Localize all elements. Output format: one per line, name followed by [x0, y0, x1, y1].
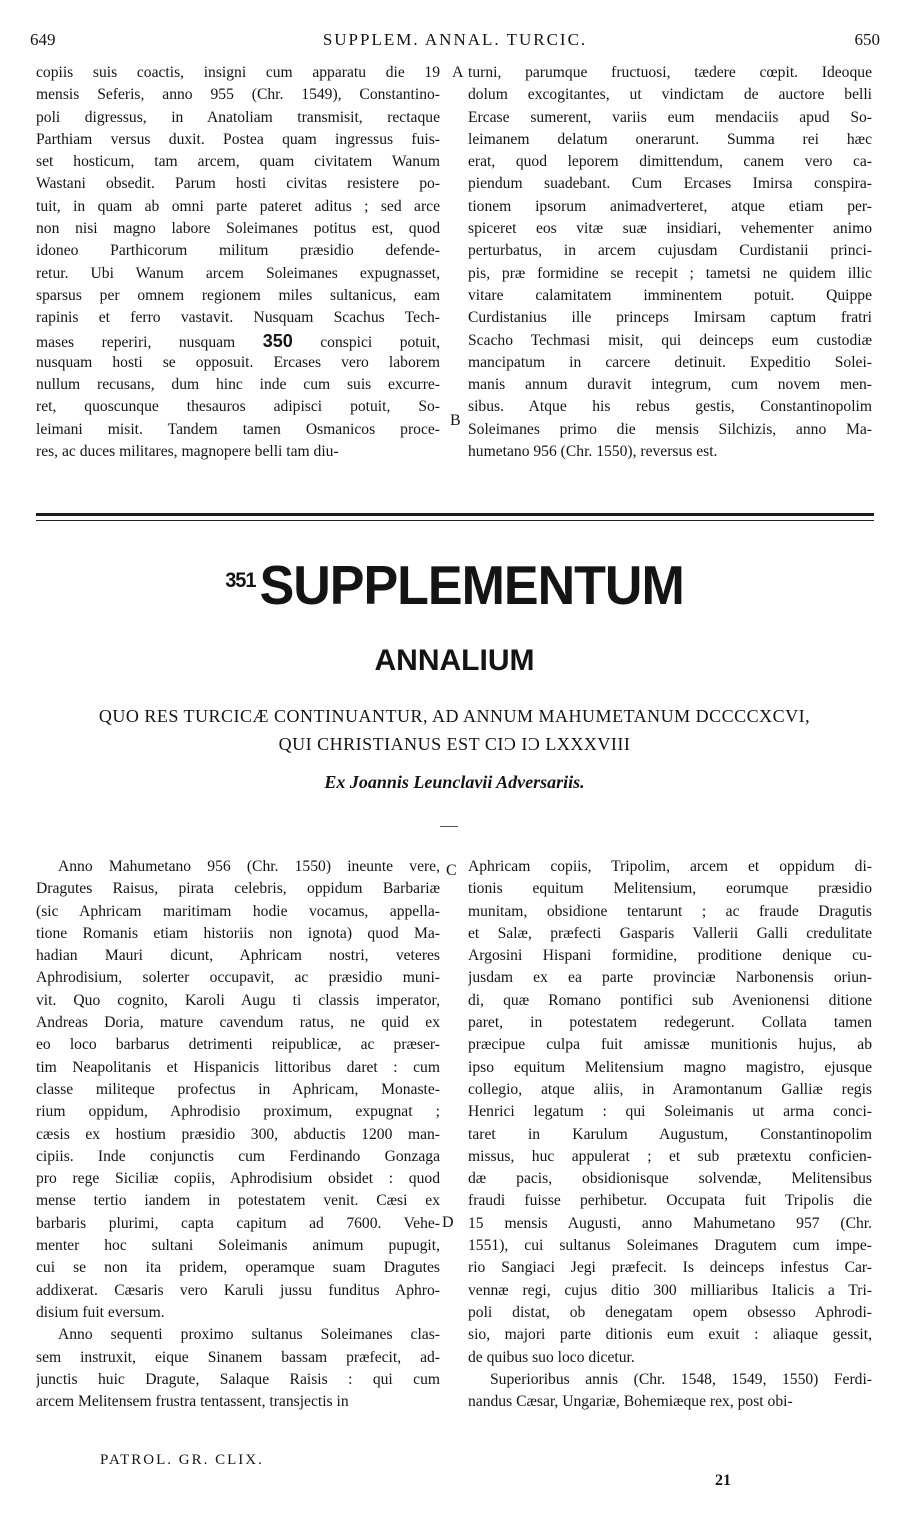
- text-line: tionis equitum Melitensium, eorumque præsidio: [468, 880, 872, 898]
- margin-letter-a: A: [452, 64, 464, 81]
- text-line: res, ac duces militares, magnopere belli tam diu-: [36, 443, 339, 461]
- text-line: rium oppidum, Aphrodisio proximum, expugnat ;: [36, 1103, 440, 1121]
- text-line: (sic Aphricam maritimam hodie vocamus, appella-: [36, 902, 440, 920]
- section-rule-thick: [36, 513, 874, 516]
- text-line: leimanem delatum onerarunt. Summa rei hæc: [468, 130, 872, 148]
- text-line: rio Sangiaci Jegi præfecit. Is deinceps infestus Car-: [468, 1259, 872, 1277]
- title-text: SUPPLEMENTUM: [259, 555, 684, 617]
- text-line: Dragutes Raisus, pirata celebris, oppidum Barbariæ: [36, 880, 440, 898]
- text-line: Aphricam copiis, Tripolim, arcem et oppidum di-: [468, 858, 872, 875]
- text-line: nandus Cæsar, Ungariæ, Bohemiæque rex, post obi-: [468, 1393, 793, 1411]
- text-line: spiceret eos vitæ suæ insidiari, vehementer animo: [468, 220, 872, 238]
- text-line: tionem ipsorum animadverteret, atque etiam per-: [468, 197, 872, 215]
- text-line: Superioribus annis (Chr. 1548, 1549, 1550) Ferdi-: [490, 1370, 872, 1388]
- text-line: Soleimanes primo die mensis Silchizis, anno Ma-: [468, 420, 872, 438]
- text-line: Scacho Techmasi misit, qui deinceps eum custodiæ: [468, 331, 872, 349]
- text-line: disium fuit eversum.: [36, 1303, 165, 1321]
- text-line: Aphrodisium, solerter occupavit, ac præsidio muni-: [36, 969, 440, 987]
- text-line: Argosini Hispani formidine, proditione denique cu-: [468, 947, 872, 965]
- text-line: turni, parumque fructuosi, tædere cœpit. Ideoque: [468, 64, 872, 81]
- main-title: [0, 555, 909, 618]
- text-line: menter hoc sultani Soleimanis animum pupugit,: [36, 1237, 440, 1255]
- text-line: missus, huc appulerat ; et sub prætextu conficien-: [468, 1147, 872, 1165]
- text-line: sem instruxit, eique Sinanem bassam præfecit, ad-: [36, 1348, 440, 1366]
- text-line: sio, majori parte ditionis eum exuit : aliaque gessit,: [468, 1326, 872, 1344]
- text-line: munitam, obsidione tentarunt ; ac fraude Dragutis: [468, 902, 872, 920]
- text-line: piendum suadebant. Cum Ercases Imirsa conspira-: [468, 175, 872, 193]
- text-line: collegio, atque aliis, in Aramontanum Galliæ regis: [468, 1080, 872, 1098]
- text-line: idoneo Parthicorum militum præsidio defende-: [36, 242, 440, 260]
- top-right-column: [468, 62, 872, 463]
- text-line: de quibus suo loco dicetur.: [468, 1348, 635, 1366]
- lower-left-column: [36, 856, 440, 1413]
- page-header: [30, 30, 880, 56]
- text-line: barbaris plurimi, capta capitum ad 7600. Vehe-: [36, 1214, 440, 1232]
- page-number-right: 650: [854, 30, 880, 49]
- text-line: sparsus per omnem regionem miles sultanicus, eam: [36, 286, 440, 304]
- text-line: mensis Seferis, anno 955 (Chr. 1549), Constantino-: [36, 86, 440, 104]
- text-line: non nisi magno labore Soleimanes potitus est, quod: [36, 220, 440, 238]
- text-line: leimani misit. Tandem tamen Osmanicos proce-: [36, 420, 440, 438]
- text-line: poli distat, ob denegatam opem obsesso Aphrodi-: [468, 1303, 872, 1321]
- text-line: jusdam ex ea parte provinciæ Narbonensis oriun-: [468, 969, 872, 987]
- text-line: taret in Karulum Augustum, Constantinopolim: [468, 1125, 872, 1143]
- quo-line-1: QUO RES TURCICÆ CONTINUANTUR, AD ANNUM MAHUMETANUM DCCCCXCVI,: [98, 706, 811, 726]
- text-line: hadian Mauri dicunt, Aphricam nostri, veteres: [36, 947, 440, 965]
- text-line: paret, in potestatem redegerunt. Collata tamen: [468, 1014, 872, 1032]
- lower-right-column: [468, 856, 872, 1413]
- page-number-left: 649: [30, 30, 56, 49]
- text-line: classe militeque profectus in Aphricam, Monaste-: [36, 1080, 440, 1098]
- text-line: sibus. Atque his rebus gestis, Constantinopolim: [468, 398, 872, 416]
- text-line: tione Romanis etiam historiis non ignota) quod Ma-: [36, 924, 440, 942]
- text-line: et Salæ, præfecti Gasparis Vallerii Galli credulitate: [468, 924, 872, 942]
- footer-signature: PATROL. GR. CLIX.: [100, 1452, 264, 1468]
- text-line: Wastani obsedit. Parum hosti civitas resistere po-: [36, 175, 440, 193]
- text-line: vit. Quo cognito, Karoli Augu ti classis imperator,: [36, 991, 440, 1009]
- margin-letter-b: B: [450, 412, 461, 429]
- text-line: 15 mensis Augusti, anno Mahumetano 957 (Chr.: [468, 1214, 872, 1232]
- text-line: manis annum duravit integrum, cum novem men-: [468, 376, 872, 394]
- text-line: ipso equitum Melitensium magno magistro, ejusque: [468, 1058, 872, 1076]
- line-text: mases reperiri, nusquam: [36, 333, 236, 351]
- quo-line-2: QUI CHRISTIANUS EST CIϽ IϽ LXXXVIII: [278, 734, 631, 754]
- text-line: 1551), cui sultanus Soleimanes Dragutem cum impe-: [468, 1237, 872, 1255]
- text-line: tuit, in quam ab omni parte pateret aditus ; sed arce: [36, 197, 440, 215]
- text-line: Henrici legatum : qui Soleimanis ut arma conci-: [468, 1103, 872, 1121]
- top-left-column: [36, 62, 440, 463]
- text-line: poli digressus, in Anatoliam transmisit, rectaque: [36, 108, 440, 126]
- text-line: Ercase sumerent, variis eum mendaciis apud So-: [468, 108, 872, 126]
- column-marker: 350: [262, 330, 293, 351]
- text-line: copiis suis coactis, insigni cum apparatu die 19: [36, 64, 440, 81]
- text-line: vennæ regi, cujus ditio 300 milliaribus Italicis a Tri-: [468, 1281, 872, 1299]
- text-line: di, quæ Romano pontifici sub Avenionensi ditione: [468, 991, 872, 1009]
- text-line: dæ pacis, obsidionisque solvendæ, Melitensibus: [468, 1170, 872, 1188]
- text-line: cui se non ita pridem, operamque suam Dragutes: [36, 1259, 440, 1277]
- text-line: pro rege Siciliæ copiis, Aphrodisium obsidet : quod: [36, 1170, 440, 1188]
- title-column-number: 351: [225, 569, 256, 593]
- text-line: set hosticum, tam arcem, quam civitatem Wanum: [36, 153, 440, 171]
- running-title: SUPPLEM. ANNAL. TURCIC.: [322, 30, 588, 49]
- text-line: humetano 956 (Chr. 1550), reversus est.: [468, 443, 718, 461]
- text-line: tim Neapolitanis et Hispanicis littoribus daret : cum: [36, 1058, 440, 1076]
- text-line: cipiis. Inde conjunctis cum Ferdinando Gonzaga: [36, 1147, 440, 1165]
- text-line: nusquam hosti se opposuit. Ercases vero laborem: [36, 353, 440, 371]
- text-line: ret, quoscunque thesauros adipisci potuit, So-: [36, 398, 440, 416]
- text-line: Anno sequenti proximo sultanus Soleimanes clas-: [58, 1326, 440, 1344]
- text-line: junctis huic Dragute, Salaque Raisis : qui cum: [36, 1370, 440, 1388]
- subtitle: ANNALIUM: [374, 644, 535, 677]
- margin-letter-d: D: [442, 1214, 454, 1231]
- text-line: [36, 330, 440, 352]
- text-line: mancipatum in carcere detinuit. Expeditio Solei-: [468, 353, 872, 371]
- text-line: Andreas Doria, mature cavendum ratus, ne quid ex: [36, 1014, 440, 1032]
- text-line: arcem Melitensem frustra tentassent, transjectis in: [36, 1393, 349, 1411]
- text-line: vitare calamitatem imminentem potuit. Quippe: [468, 286, 872, 304]
- ornament-dash: [440, 826, 458, 827]
- text-line: præcipue culpa fuit amissæ munitionis hujus, ab: [468, 1036, 872, 1054]
- text-line: Parthiam versus duxit. Postea quam ingressus fuis-: [36, 130, 440, 148]
- text-line: dolum excogitantes, ut vindictam de auctore belli: [468, 86, 872, 104]
- text-line: cæsis ex hostium præsidio 300, abductis 1200 man-: [36, 1125, 440, 1143]
- text-line: eo loco barbarus detrimenti reipublicæ, ac præser-: [36, 1036, 440, 1054]
- text-line: addixerat. Cæsaris vero Karuli jussu funditus Aphro-: [36, 1281, 440, 1299]
- author-line: Ex Joannis Leunclavii Adversariis.: [324, 772, 585, 792]
- section-rule-thin: [36, 520, 874, 521]
- text-line: Anno Mahumetano 956 (Chr. 1550) ineunte vere,: [58, 858, 440, 875]
- text-line: pis, præ formidine se recepit ; tametsi ne quidem illic: [468, 264, 872, 282]
- line-text: conspici potuit,: [320, 333, 440, 351]
- text-line: mense tertio iandem in potestatem venit. Cæsi ex: [36, 1192, 440, 1210]
- text-line: retur. Ubi Wanum arcem Soleimanes expugnasset,: [36, 264, 440, 282]
- text-line: Curdistanius ille princeps Imirsam captum fratri: [468, 309, 872, 327]
- footer-gathering-number: 21: [715, 1472, 731, 1489]
- text-line: perturbatus, in arcem cujusdam Curdistanii princi-: [468, 242, 872, 260]
- text-line: rapinis et ferro vastavit. Nusquam Scachus Tech-: [36, 309, 440, 327]
- text-line: erat, quod leporem dimittendum, canem vero ca-: [468, 153, 872, 171]
- text-line: fraudi fuisse perhibetur. Occupata fuit Tripolis die: [468, 1192, 872, 1210]
- margin-letter-c: C: [446, 862, 457, 879]
- text-line: nullum recusans, dum hinc inde cum suis excurre-: [36, 376, 440, 394]
